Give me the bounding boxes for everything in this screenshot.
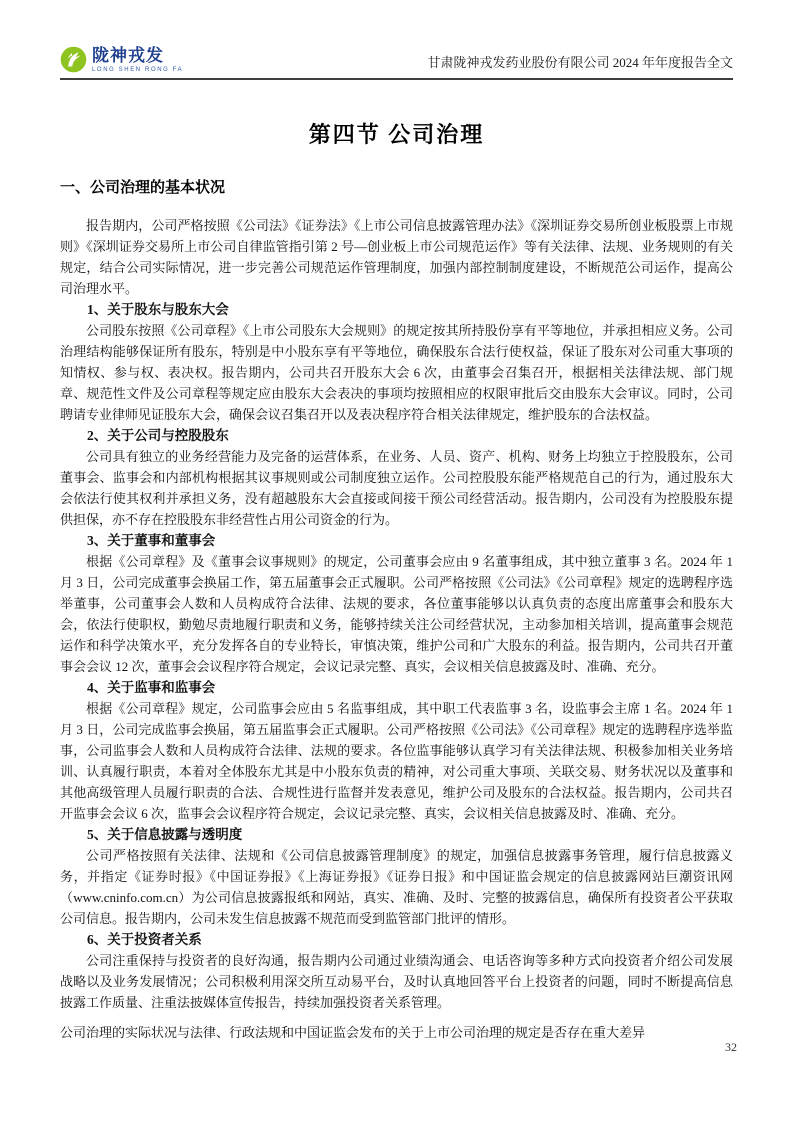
page-number: 32: [725, 1040, 737, 1054]
section-heading: 一、公司治理的基本状况: [60, 180, 226, 196]
subsection-body-investor-relations: 公司注重保持与投资者的良好沟通，报告期内公司通过业绩沟通会、电话咨询等多种方式向投资者介绍公司发展战略以及业务发展情况；公司积极利用深交所互动易平台，及时认真地回答平台上投资者的问题，同时不断提高信息披露工作质量、注重法披媒体宣传报告，持续加强投资者关系管理。: [60, 953, 733, 1010]
page-title: 第四节 公司治理: [308, 122, 485, 147]
subsection-heading-disclosure: 5、关于信息披露与透明度: [87, 827, 243, 842]
subsection-heading-shareholders: 1、关于股东与股东大会: [87, 302, 229, 317]
subsection-body-controlling-shareholder: 公司具有独立的业务经营能力及完备的运营体系，在业务、人员、资产、机构、财务上均独立于控股股东，公司董事会、监事会和内部机构根据其议事规则或公司制度独立运作。公司控股股东能严格规范自己的行为，通过股东大会依法行使其权利并承担义务，没有超越股东大会直接或间接干预公司经营活动。报告期内，公司没有为控股股东提供担保，亦不存在控股股东非经营性占用公司资金的行为。: [60, 449, 733, 527]
page-header: [60, 0, 733, 80]
subsection-heading-supervisors: 4、关于监事和监事会: [87, 680, 216, 695]
subsection-body-directors: 根据《公司章程》及《董事会议事规则》的规定，公司董事会应由 9 名董事组成，其中独立董事 3 名。2024 年 1 月 3 日，公司完成董事会换届工作，第五届董事会正式履职。公司严格按照《公司法》《公司章程》规定的选聘程序选举董事，公司董事会人数和人员构成符合法律、法规的要求，各位董事能够以认真负责的态度出席董事会和股东大会，依法行使职权，勤勉尽责地履行职责和义务，能够持续关注公司经营状况，主动参加相关培训，提高董事会规范运作和科学决策水平，充分发挥各自的专业特长，审慎决策，维护公司和广大股东的利益。报告期内，公司共召开董事会会议 12 次，董事会会议程序符合规定，会议记录完整、真实，会议相关信息披露及时、准确、充分。: [60, 554, 733, 674]
subsection-heading-controlling-shareholder: 2、关于公司与控股股东: [87, 428, 229, 443]
logo-name-en: LONG SHEN RONG FA: [92, 66, 184, 73]
subsection-body-shareholders: 公司股东按照《公司章程》《上市公司股东大会规则》的规定按其所持股份享有平等地位，并承担相应义务。公司治理结构能够保证所有股东，特别是中小股东享有平等地位，确保股东合法行使权益，保证了股东对公司重大事项的知情权、参与权、表决权。报告期内，公司共召开股东大会 6 次，由董事会召集召开，根据相关法律法规、部门规章、规范性文件及公司章程等规定应由股东大会表决的事项均按照相应的权限审批后交由股东大会审议。同时，公司聘请专业律师见证股东大会，确保会议召集召开以及表决程序符合相关法律规定，维护股东的合法权益。: [60, 323, 733, 422]
subsection-body-supervisors: 根据《公司章程》规定，公司监事会应由 5 名监事组成，其中职工代表监事 3 名，设监事会主席 1 名。2024 年 1 月 3 日，公司完成监事会换届，第五届监事会正式履职。公司严格按照《公司法》《公司章程》规定的选聘程序选举监事，公司监事会人数和人员构成符合法律、法规的要求。各位监事能够认真学习有关法律法规、积极参加相关业务培训、认真履行职责，本着对全体股东尤其是中小股东负责的精神，对公司重大事项、关联交易、财务状况以及董事和其他高级管理人员履行职责的合法、合规性进行监督并发表意见，维护公司及股东的合法权益。报告期内，公司共召开监事会会议 6 次，监事会会议程序符合规定，会议记录完整、真实，会议相关信息披露及时、准确、充分。: [60, 701, 733, 821]
company-logo: [60, 46, 183, 73]
logo-text: [92, 47, 183, 73]
report-header-title: 甘肃陇神戎发药业股份有限公司 2024 年年度报告全文: [427, 55, 733, 70]
intro-paragraph: 报告期内，公司严格按照《公司法》《证券法》《上市公司信息披露管理办法》《深圳证券交易所创业板股票上市规则》《深圳证券交易所上市公司自律监管指引第 2 号—创业板上市公司规范运作》等有关法律、法规、业务规则的有关规定，结合公司实际情况，进一步完善公司规范运作管理制度，加强内部控制制度建设，不断规范公司运作，提高公司治理水平。: [60, 218, 733, 296]
longshen-logo-icon: [60, 46, 87, 73]
subsection-heading-directors: 3、关于董事和董事会: [87, 533, 216, 548]
subsection-body-disclosure: 公司严格按照有关法律、法规和《公司信息披露管理制度》的规定，加强信息披露事务管理，履行信息披露义务，并指定《证券时报》《中国证券报》《上海证券报》《证券日报》和中国证监会规定的信息披露网站巨潮资讯网（www.cninfo.com.cn）为公司信息披露报纸和网站，真实、准确、及时、完整的披露信息，确保所有投资者公平获取公司信息。报告期内，公司未发生信息披露不规范而受到监管部门批评的情形。: [60, 848, 733, 926]
subsection-heading-investor-relations: 6、关于投资者关系: [87, 932, 202, 947]
logo-name-cn: 陇神戎发: [92, 45, 164, 65]
closing-statement: 公司治理的实际状况与法律、行政法规和中国证监会发布的关于上市公司治理的规定是否存在重大差异: [60, 1025, 646, 1040]
